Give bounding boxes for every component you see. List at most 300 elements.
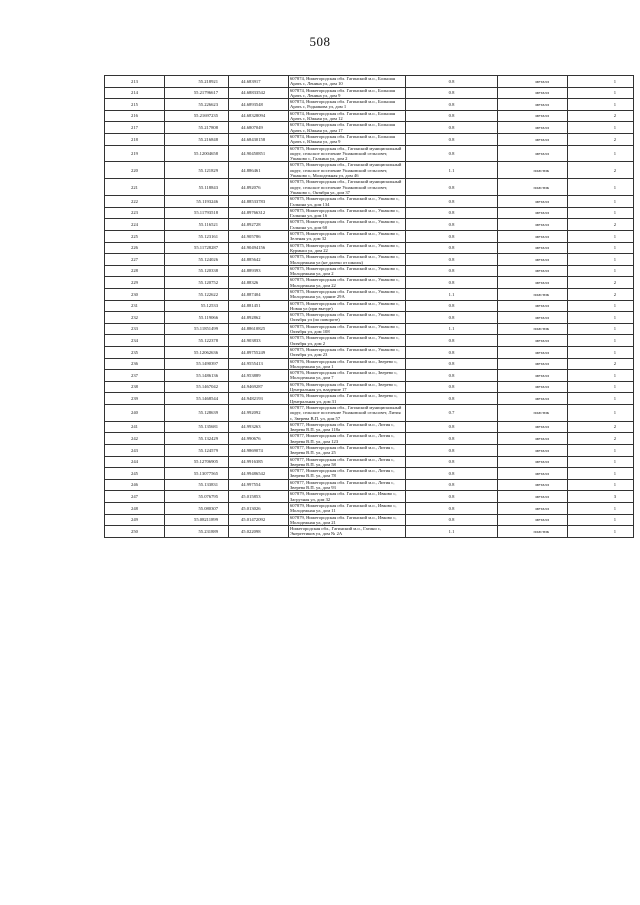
latitude-cell: 55.124579 bbox=[165, 445, 229, 457]
address-cell: 607877, Нижегородская обл. Гагинский м.о., Лития с, Зверева В.П. ул, дом 78 bbox=[289, 468, 406, 480]
longitude-cell: 44.886461 bbox=[229, 162, 289, 179]
volume-cell: 0.8 bbox=[406, 99, 498, 111]
table-row bbox=[105, 300, 634, 312]
latitude-cell: 55.119066 bbox=[165, 312, 229, 324]
row-number-cell: 235 bbox=[105, 346, 165, 358]
table-row bbox=[105, 207, 634, 219]
longitude-cell: 44.997554 bbox=[229, 479, 289, 491]
volume-cell: 0.8 bbox=[406, 277, 498, 289]
longitude-cell: 44.9482193 bbox=[229, 393, 289, 405]
table-row bbox=[105, 110, 634, 122]
count-cell: 2 bbox=[568, 110, 634, 122]
row-number-cell: 244 bbox=[105, 456, 165, 468]
count-cell: 2 bbox=[568, 433, 634, 445]
longitude-cell: 45.022098 bbox=[229, 526, 289, 538]
address-cell: 607875, Нижегородская обл. Гагинский м.о., Ушаково с, Зеленая ул, дом 32 bbox=[289, 231, 406, 243]
address-cell: 607875, Нижегородская обл. Гагинский м.о., Ушаково с, Октября ул, дом 23 bbox=[289, 346, 406, 358]
volume-cell: 0.8 bbox=[406, 254, 498, 266]
table-row bbox=[105, 404, 634, 421]
volume-cell: 0.8 bbox=[406, 265, 498, 277]
latitude-cell: 55.121829 bbox=[165, 162, 229, 179]
row-number-cell: 242 bbox=[105, 433, 165, 445]
latitude-cell: 55.12533 bbox=[165, 300, 229, 312]
count-cell: 1 bbox=[568, 99, 634, 111]
table-row bbox=[105, 288, 634, 300]
latitude-cell: 55.120752 bbox=[165, 277, 229, 289]
volume-cell: 0.8 bbox=[406, 421, 498, 433]
count-cell: 1 bbox=[568, 76, 634, 88]
table-row bbox=[105, 468, 634, 480]
volume-cell: 0.8 bbox=[406, 179, 498, 196]
volume-cell: 0.8 bbox=[406, 346, 498, 358]
address-cell: 607879, Нижегородская обл. Гагинский м.о., Ивково с, Загрузная ул, дом 32 bbox=[289, 491, 406, 503]
row-number-cell: 219 bbox=[105, 145, 165, 162]
latitude-cell: 55.12062636 bbox=[165, 346, 229, 358]
material-cell: металл bbox=[498, 421, 568, 433]
volume-cell: 0.8 bbox=[406, 300, 498, 312]
material-cell: пластик bbox=[498, 179, 568, 196]
material-cell: металл bbox=[498, 254, 568, 266]
table-row bbox=[105, 242, 634, 254]
table-row bbox=[105, 370, 634, 382]
volume-cell: 0.8 bbox=[406, 479, 498, 491]
volume-cell: 0.8 bbox=[406, 456, 498, 468]
row-number-cell: 249 bbox=[105, 514, 165, 526]
address-cell: 607877, Нижегородская обл., Гагинский муниципальный округ, сельское поселение Ушаковский сельсовет, Лития с, Зверева В.П. ул, дом 57 bbox=[289, 404, 406, 421]
table-row bbox=[105, 231, 634, 243]
address-cell: 607874, Нижегородская обл. Гагинский м.о., Большая Арать с, Ленина ул, дом 10 bbox=[289, 76, 406, 88]
longitude-cell: 44.9869074 bbox=[229, 445, 289, 457]
row-number-cell: 245 bbox=[105, 468, 165, 480]
latitude-cell: 55.218921 bbox=[165, 76, 229, 88]
material-cell: металл bbox=[498, 265, 568, 277]
volume-cell: 0.8 bbox=[406, 219, 498, 231]
latitude-cell: 55.1468544 bbox=[165, 393, 229, 405]
count-cell: 1 bbox=[568, 231, 634, 243]
row-number-cell: 213 bbox=[105, 76, 165, 88]
table-row bbox=[105, 162, 634, 179]
latitude-cell: 55.1193246 bbox=[165, 196, 229, 208]
count-cell: 1 bbox=[568, 312, 634, 324]
count-cell: 1 bbox=[568, 323, 634, 335]
table-row bbox=[105, 502, 634, 514]
count-cell: 1 bbox=[568, 468, 634, 480]
latitude-cell: 55.133831 bbox=[165, 479, 229, 491]
latitude-cell: 55.1490397 bbox=[165, 358, 229, 370]
count-cell: 2 bbox=[568, 358, 634, 370]
row-number-cell: 230 bbox=[105, 288, 165, 300]
count-cell: 1 bbox=[568, 381, 634, 393]
volume-cell: 1.1 bbox=[406, 162, 498, 179]
longitude-cell: 44.88326 bbox=[229, 277, 289, 289]
latitude-cell: 55.11851499 bbox=[165, 323, 229, 335]
longitude-cell: 45.015853 bbox=[229, 491, 289, 503]
count-cell: 1 bbox=[568, 122, 634, 134]
latitude-cell: 55.080307 bbox=[165, 502, 229, 514]
count-cell: 1 bbox=[568, 393, 634, 405]
volume-cell: 0.8 bbox=[406, 87, 498, 99]
volume-cell: 0.7 bbox=[406, 404, 498, 421]
table-row bbox=[105, 219, 634, 231]
table-row bbox=[105, 323, 634, 335]
material-cell: металл bbox=[498, 231, 568, 243]
latitude-cell: 55.122622 bbox=[165, 288, 229, 300]
address-cell: 607874, Нижегородская обл. Гагинский м.о., Большая Арать с, Южная ул, дом 12 bbox=[289, 110, 406, 122]
volume-cell: 0.8 bbox=[406, 312, 498, 324]
table-row bbox=[105, 99, 634, 111]
volume-cell: 1.1 bbox=[406, 323, 498, 335]
material-cell: металл bbox=[498, 145, 568, 162]
material-cell: металл bbox=[498, 196, 568, 208]
row-number-cell: 233 bbox=[105, 323, 165, 335]
address-cell: 607877, Нижегородская обл. Гагинский м.о., Лития с, Зверева В.П. ул, дом 118а bbox=[289, 421, 406, 433]
longitude-cell: 44.99486542 bbox=[229, 468, 289, 480]
row-number-cell: 224 bbox=[105, 219, 165, 231]
volume-cell: 0.8 bbox=[406, 122, 498, 134]
table-row bbox=[105, 433, 634, 445]
row-number-cell: 221 bbox=[105, 179, 165, 196]
count-cell: 1 bbox=[568, 265, 634, 277]
row-number-cell: 228 bbox=[105, 265, 165, 277]
material-cell: металл bbox=[498, 335, 568, 347]
table-row bbox=[105, 76, 634, 88]
address-cell: 607876, Нижегородская обл. Гагинский м.о., Зверево с, Центральная ул, дом 31 bbox=[289, 393, 406, 405]
volume-cell: 0.8 bbox=[406, 445, 498, 457]
address-cell: 607877, Нижегородская обл. Гагинский м.о., Лития с, Зверева В.П. ул, дом 123 bbox=[289, 433, 406, 445]
table-row bbox=[105, 358, 634, 370]
address-cell: 607875, Нижегородская обл. Гагинский м.о., Ушаково с, Октября ул, дом 2 bbox=[289, 335, 406, 347]
latitude-cell: 55.1486136 bbox=[165, 370, 229, 382]
latitude-cell: 55.217808 bbox=[165, 122, 229, 134]
address-cell: 607875, Нижегородская обл. Гагинский м.о., Ушаково с, Молодежная ул (не далеко от школы) bbox=[289, 254, 406, 266]
volume-cell: 0.8 bbox=[406, 133, 498, 145]
latitude-cell: 55.216848 bbox=[165, 133, 229, 145]
table-row bbox=[105, 346, 634, 358]
longitude-cell: 44.68833542 bbox=[229, 87, 289, 99]
material-cell: металл bbox=[498, 277, 568, 289]
row-number-cell: 240 bbox=[105, 404, 165, 421]
material-cell: металл bbox=[498, 87, 568, 99]
table-row bbox=[105, 456, 634, 468]
address-cell: 607875, Нижегородская обл., Гагинский муниципальный округ, сельское поселение Ушаковский сельсовет, Ушаково с, Октября ул, дом 37 bbox=[289, 179, 406, 196]
count-cell: 1 bbox=[568, 479, 634, 491]
material-cell: пластик bbox=[498, 323, 568, 335]
latitude-cell: 55.12706905 bbox=[165, 456, 229, 468]
address-cell: 607876, Нижегородская обл. Гагинский м.о., Зверево с, Центральная ул, владение 17 bbox=[289, 381, 406, 393]
longitude-cell: 44.89766312 bbox=[229, 207, 289, 219]
material-cell: пластик bbox=[498, 162, 568, 179]
address-cell: 607874, Нижегородская обл. Гагинский м.о., Большая Арать с, Ленина ул, дом 9 bbox=[289, 87, 406, 99]
volume-cell: 0.8 bbox=[406, 242, 498, 254]
count-cell: 1 bbox=[568, 502, 634, 514]
table-row bbox=[105, 122, 634, 134]
longitude-cell: 44.90494156 bbox=[229, 242, 289, 254]
table-row bbox=[105, 87, 634, 99]
longitude-cell: 44.68328094 bbox=[229, 110, 289, 122]
address-cell: 607875, Нижегородская обл. Гагинский м.о., Ушаково с, Октября ул (по повороте) bbox=[289, 312, 406, 324]
volume-cell: 0.8 bbox=[406, 231, 498, 243]
table-row bbox=[105, 145, 634, 162]
volume-cell: 1.1 bbox=[406, 288, 498, 300]
row-number-cell: 220 bbox=[105, 162, 165, 179]
address-cell: 607875, Нижегородская обл. Гагинский м.о., Ушаково с, Октября ул, дом 108 bbox=[289, 323, 406, 335]
longitude-cell: 44.9469287 bbox=[229, 381, 289, 393]
material-cell: металл bbox=[498, 122, 568, 134]
volume-cell: 0.8 bbox=[406, 491, 498, 503]
address-cell: 607876, Нижегородская обл. Гагинский м.о., Зверево с, Молодежная ул, дом 7 bbox=[289, 370, 406, 382]
address-cell: 607875, Нижегородская обл., Гагинский муниципальный округ, сельское поселение Ушаковский сельсовет, Ушаково с, Галкина ул, дом 2 bbox=[289, 145, 406, 162]
material-cell: металл bbox=[498, 99, 568, 111]
longitude-cell: 44.881451 bbox=[229, 300, 289, 312]
volume-cell: 0.8 bbox=[406, 514, 498, 526]
latitude-cell: 55.128639 bbox=[165, 404, 229, 421]
row-number-cell: 223 bbox=[105, 207, 165, 219]
table-row bbox=[105, 179, 634, 196]
longitude-cell: 44.9916385 bbox=[229, 456, 289, 468]
table-row bbox=[105, 526, 634, 538]
longitude-cell: 44.990676 bbox=[229, 433, 289, 445]
address-cell: Нижегородская обл., Гагинский м.о., Гагино с, Энергетиков ул, дом № 2А bbox=[289, 526, 406, 538]
row-number-cell: 238 bbox=[105, 381, 165, 393]
count-cell: 1 bbox=[568, 207, 634, 219]
address-cell: 607875, Нижегородская обл. Гагинский м.о., Ушаково с, Галкина ул, дом 60 bbox=[289, 219, 406, 231]
row-number-cell: 234 bbox=[105, 335, 165, 347]
latitude-cell: 55.231889 bbox=[165, 526, 229, 538]
count-cell: 2 bbox=[568, 162, 634, 179]
address-cell: 607874, Нижегородская обл. Гагинский м.о., Большая Арать с, Родникова ул, дом 1 bbox=[289, 99, 406, 111]
page-number: 508 bbox=[309, 34, 331, 49]
count-cell: 1 bbox=[568, 456, 634, 468]
address-cell: 607876, Нижегородская обл. Гагинский м.о., Зверево с, Молодежная ул, дом 1 bbox=[289, 358, 406, 370]
row-number-cell: 222 bbox=[105, 196, 165, 208]
material-cell: металл bbox=[498, 491, 568, 503]
latitude-cell: 55.116521 bbox=[165, 219, 229, 231]
count-cell: 1 bbox=[568, 254, 634, 266]
table-row bbox=[105, 335, 634, 347]
volume-cell: 0.8 bbox=[406, 433, 498, 445]
volume-cell: 0.8 bbox=[406, 370, 498, 382]
longitude-cell: 44.953889 bbox=[229, 370, 289, 382]
count-cell: 1 bbox=[568, 300, 634, 312]
row-number-cell: 216 bbox=[105, 110, 165, 122]
row-number-cell: 229 bbox=[105, 277, 165, 289]
containers-table bbox=[104, 75, 634, 538]
row-number-cell: 236 bbox=[105, 358, 165, 370]
material-cell: пластик bbox=[498, 288, 568, 300]
address-cell: 607877, Нижегородская обл. Гагинский м.о., Лития с, Зверева В.П. ул, дом 58 bbox=[289, 456, 406, 468]
longitude-cell: 44.892862 bbox=[229, 312, 289, 324]
address-cell: 607875, Нижегородская обл., Гагинский муниципальный округ, сельское поселение Ушаковский сельсовет, Ушаково с, Молодежная ул, дом 46 bbox=[289, 162, 406, 179]
material-cell: металл bbox=[498, 242, 568, 254]
longitude-cell: 44.889393 bbox=[229, 265, 289, 277]
row-number-cell: 227 bbox=[105, 254, 165, 266]
row-number-cell: 231 bbox=[105, 300, 165, 312]
table-row bbox=[105, 277, 634, 289]
count-cell: 2 bbox=[568, 219, 634, 231]
table-row bbox=[105, 514, 634, 526]
volume-cell: 0.8 bbox=[406, 335, 498, 347]
material-cell: металл bbox=[498, 346, 568, 358]
table-row bbox=[105, 381, 634, 393]
count-cell: 2 bbox=[568, 421, 634, 433]
volume-cell: 1.1 bbox=[406, 526, 498, 538]
address-cell: 607875, Нижегородская обл. Гагинский м.о., Ушаково с, Молодежная ул, дом 2 bbox=[289, 265, 406, 277]
longitude-cell: 44.885642 bbox=[229, 254, 289, 266]
table-row bbox=[105, 133, 634, 145]
latitude-cell: 55.13077565 bbox=[165, 468, 229, 480]
longitude-cell: 44.683917 bbox=[229, 76, 289, 88]
latitude-cell: 55.21697235 bbox=[165, 110, 229, 122]
latitude-cell: 55.120338 bbox=[165, 265, 229, 277]
latitude-cell: 55.122378 bbox=[165, 335, 229, 347]
volume-cell: 0.8 bbox=[406, 393, 498, 405]
table-row bbox=[105, 421, 634, 433]
latitude-cell: 55.076795 bbox=[165, 491, 229, 503]
latitude-cell: 55.11793518 bbox=[165, 207, 229, 219]
count-cell: 1 bbox=[568, 370, 634, 382]
material-cell: металл bbox=[498, 514, 568, 526]
address-cell: 607875, Нижегородская обл. Гагинский м.о., Ушаково с, Галкина ул, дом 16 bbox=[289, 207, 406, 219]
table-row bbox=[105, 312, 634, 324]
count-cell: 2 bbox=[568, 133, 634, 145]
address-cell: 607874, Нижегородская обл. Гагинский м.о., Большая Арать с, Южная ул, дом 9 bbox=[289, 133, 406, 145]
row-number-cell: 241 bbox=[105, 421, 165, 433]
row-number-cell: 246 bbox=[105, 479, 165, 491]
row-number-cell: 247 bbox=[105, 491, 165, 503]
material-cell: металл bbox=[498, 370, 568, 382]
longitude-cell: 44.892076 bbox=[229, 179, 289, 196]
longitude-cell: 44.9555413 bbox=[229, 358, 289, 370]
count-cell: 1 bbox=[568, 179, 634, 196]
count-cell: 1 bbox=[568, 404, 634, 421]
longitude-cell: 44.68430158 bbox=[229, 133, 289, 145]
latitude-cell: 55.08211899 bbox=[165, 514, 229, 526]
table-body bbox=[105, 76, 634, 538]
longitude-cell: 44.90450851 bbox=[229, 145, 289, 162]
material-cell: металл bbox=[498, 433, 568, 445]
count-cell: 1 bbox=[568, 87, 634, 99]
table-row bbox=[105, 254, 634, 266]
count-cell: 2 bbox=[568, 288, 634, 300]
longitude-cell: 44.88533783 bbox=[229, 196, 289, 208]
address-cell: 607874, Нижегородская обл. Гагинский м.о., Большая Арать с, Южная ул, дом 17 bbox=[289, 122, 406, 134]
latitude-cell: 55.21796617 bbox=[165, 87, 229, 99]
material-cell: металл bbox=[498, 502, 568, 514]
longitude-cell: 44.993263 bbox=[229, 421, 289, 433]
volume-cell: 0.8 bbox=[406, 381, 498, 393]
count-cell: 1 bbox=[568, 514, 634, 526]
longitude-cell: 45.013026 bbox=[229, 502, 289, 514]
material-cell: металл bbox=[498, 456, 568, 468]
count-cell: 2 bbox=[568, 277, 634, 289]
latitude-cell: 55.124026 bbox=[165, 254, 229, 266]
material-cell: металл bbox=[498, 479, 568, 491]
latitude-cell: 55.118843 bbox=[165, 179, 229, 196]
material-cell: металл bbox=[498, 110, 568, 122]
count-cell: 1 bbox=[568, 526, 634, 538]
table-row bbox=[105, 265, 634, 277]
row-number-cell: 250 bbox=[105, 526, 165, 538]
volume-cell: 0.8 bbox=[406, 76, 498, 88]
volume-cell: 0.8 bbox=[406, 110, 498, 122]
row-number-cell: 218 bbox=[105, 133, 165, 145]
longitude-cell: 44.905786 bbox=[229, 231, 289, 243]
count-cell: 1 bbox=[568, 346, 634, 358]
latitude-cell: 55.11728287 bbox=[165, 242, 229, 254]
latitude-cell: 55.135681 bbox=[165, 421, 229, 433]
volume-cell: 0.8 bbox=[406, 502, 498, 514]
count-cell: 1 bbox=[568, 242, 634, 254]
volume-cell: 0.8 bbox=[406, 358, 498, 370]
longitude-cell: 44.6807049 bbox=[229, 122, 289, 134]
material-cell: металл bbox=[498, 312, 568, 324]
volume-cell: 0.8 bbox=[406, 196, 498, 208]
count-cell: 1 bbox=[568, 145, 634, 162]
longitude-cell: 45.01472092 bbox=[229, 514, 289, 526]
material-cell: металл bbox=[498, 300, 568, 312]
material-cell: пластик bbox=[498, 526, 568, 538]
row-number-cell: 225 bbox=[105, 231, 165, 243]
row-number-cell: 243 bbox=[105, 445, 165, 457]
address-cell: 607875, Нижегородская обл. Гагинский м.о., Ушаково с, Молодежная ул, дом 22 bbox=[289, 277, 406, 289]
latitude-cell: 55.123161 bbox=[165, 231, 229, 243]
material-cell: металл bbox=[498, 133, 568, 145]
address-cell: 607875, Нижегородская обл. Гагинский м.о., Ушаково с, Галкина ул, дом 134 bbox=[289, 196, 406, 208]
material-cell: пластик bbox=[498, 404, 568, 421]
material-cell: металл bbox=[498, 393, 568, 405]
latitude-cell: 55.12004658 bbox=[165, 145, 229, 162]
address-cell: 607879, Нижегородская обл. Гагинский м.о., Ивково с, Молодежная ул, дом 21 bbox=[289, 514, 406, 526]
count-cell: 1 bbox=[568, 445, 634, 457]
longitude-cell: 44.887404 bbox=[229, 288, 289, 300]
longitude-cell: 44.992092 bbox=[229, 404, 289, 421]
row-number-cell: 248 bbox=[105, 502, 165, 514]
table-row bbox=[105, 393, 634, 405]
count-cell: 3 bbox=[568, 491, 634, 503]
address-cell: 607877, Нижегородская обл. Гагинский м.о., Лития с, Зверева В.П. ул, дом 25 bbox=[289, 445, 406, 457]
latitude-cell: 55.226623 bbox=[165, 99, 229, 111]
material-cell: металл bbox=[498, 207, 568, 219]
address-cell: 607875, Нижегородская обл. Гагинский м.о., Ушаково с, Молодежная ул, здание 29А bbox=[289, 288, 406, 300]
material-cell: металл bbox=[498, 381, 568, 393]
longitude-cell: 44.903833 bbox=[229, 335, 289, 347]
address-cell: 607877, Нижегородская обл. Гагинский м.о., Лития с, Зверева В.П. ул, дом 93 bbox=[289, 479, 406, 491]
volume-cell: 0.8 bbox=[406, 468, 498, 480]
row-number-cell: 237 bbox=[105, 370, 165, 382]
table-row bbox=[105, 445, 634, 457]
material-cell: металл bbox=[498, 468, 568, 480]
row-number-cell: 239 bbox=[105, 393, 165, 405]
longitude-cell: 44.88610825 bbox=[229, 323, 289, 335]
address-cell: 607875, Нижегородская обл. Гагинский м.о., Ушаково с, Курмыш ул, дом 22 bbox=[289, 242, 406, 254]
latitude-cell: 55.1467042 bbox=[165, 381, 229, 393]
row-number-cell: 226 bbox=[105, 242, 165, 254]
address-cell: 607879, Нижегородская обл. Гагинский м.о., Ивково с, Молодежная ул, дом 11 bbox=[289, 502, 406, 514]
volume-cell: 0.8 bbox=[406, 207, 498, 219]
count-cell: 1 bbox=[568, 335, 634, 347]
longitude-cell: 44.6893548 bbox=[229, 99, 289, 111]
longitude-cell: 44.892728 bbox=[229, 219, 289, 231]
material-cell: металл bbox=[498, 219, 568, 231]
longitude-cell: 44.89755249 bbox=[229, 346, 289, 358]
count-cell: 1 bbox=[568, 196, 634, 208]
address-cell: 607875, Нижегородская обл. Гагинский м.о., Ушаково с, Новая ул (при въезде) bbox=[289, 300, 406, 312]
latitude-cell: 55.132429 bbox=[165, 433, 229, 445]
material-cell: металл bbox=[498, 358, 568, 370]
material-cell: металл bbox=[498, 445, 568, 457]
row-number-cell: 215 bbox=[105, 99, 165, 111]
row-number-cell: 232 bbox=[105, 312, 165, 324]
